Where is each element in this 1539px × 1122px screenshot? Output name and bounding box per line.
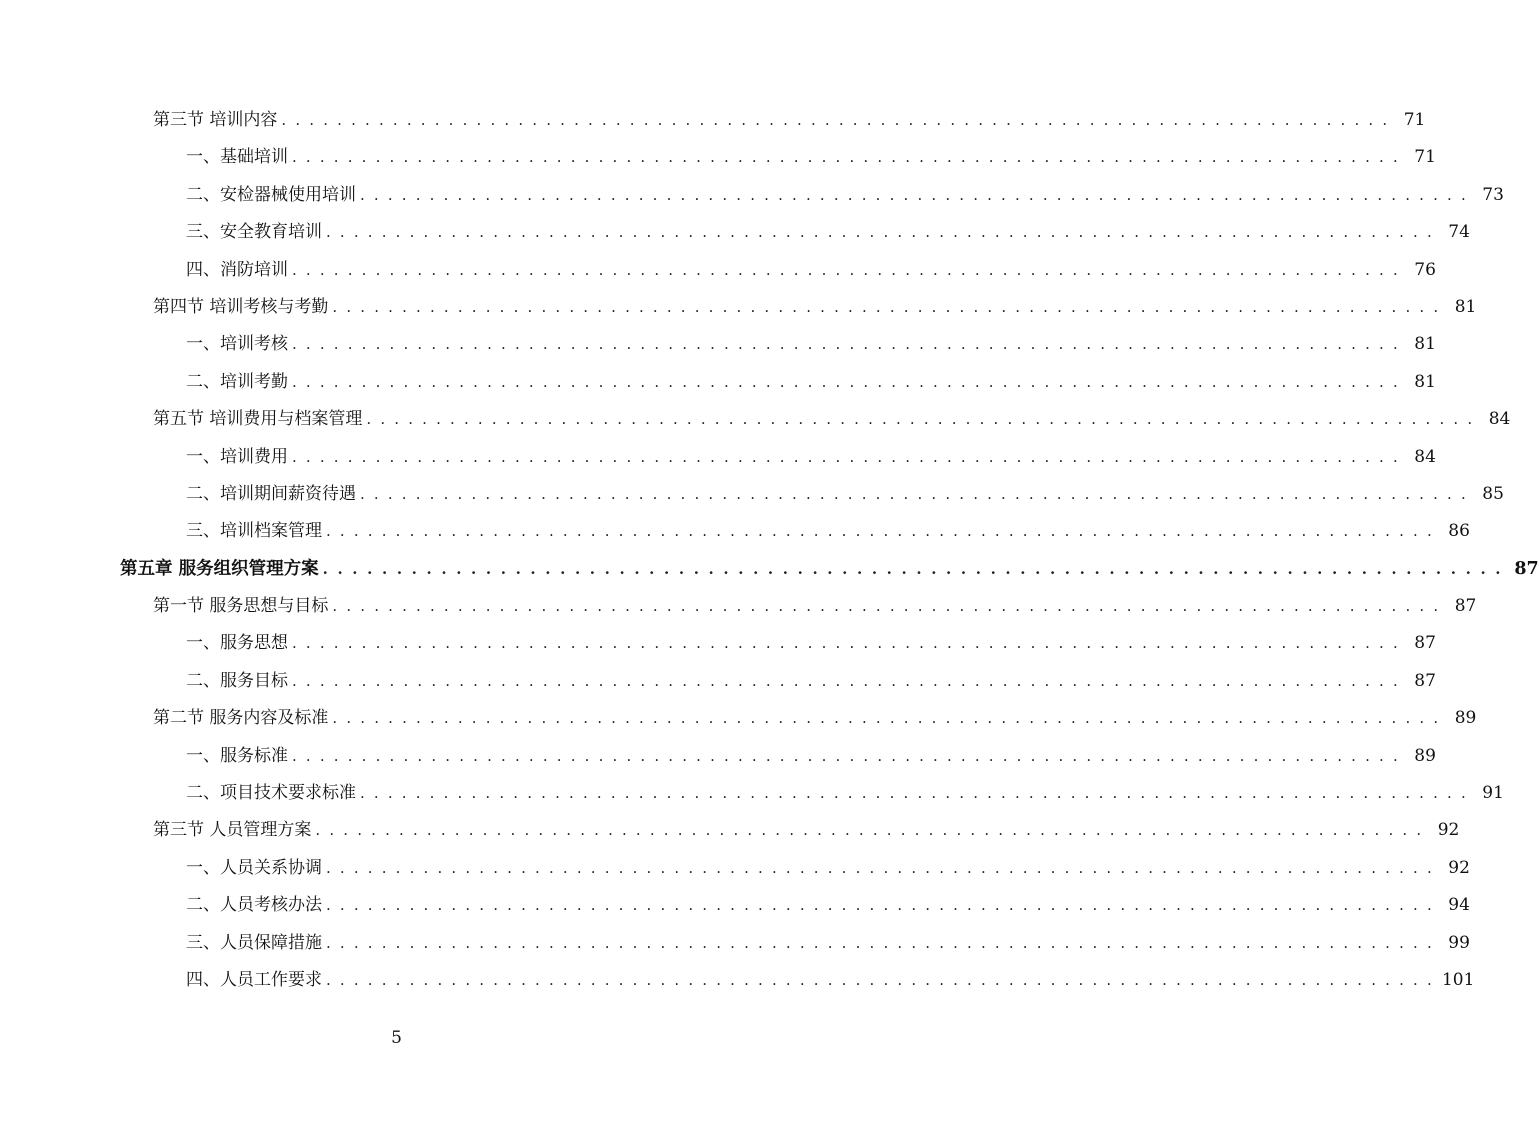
toc-section-entry[interactable] (0, 700, 1477, 737)
toc-dot-leader: . . . . . . . . . . . . . . . . . . . . . . . . . . . . . . . . . . . . . . . . . . . . . . . . . . . . . . . . . . . . . . . . . . . . . . . . . . . . . . . . (360, 185, 1468, 204)
toc-subsection-entry[interactable] (0, 962, 1475, 999)
toc-dot-leader: . . . . . . . . . . . . . . . . . . . . . . . . . . . . . . . . . . . . . . . . . . . . . . . . . . . . . . . . . . . . . . . . . . . . . . . . . . . . . . . . (366, 410, 1475, 429)
toc-chapter-entry[interactable] (0, 551, 1539, 588)
toc-dot-leader: . . . . . . . . . . . . . . . . . . . . . . . . . . . . . . . . . . . . . . . . . . . . . . . . . . . . . . . . . . . . . . . . . . . . . . . . . . . . . . . . (281, 111, 1390, 129)
toc-subsection-entry[interactable] (0, 252, 1436, 289)
toc-dot-leader: . . . . . . . . . . . . . . . . . . . . . . . . . . . . . . . . . . . . . . . . . . . . . . . . . . . . . . . . . . . . . . . . . . . . . . . . . . . . . . . . (292, 746, 1400, 765)
toc-subsection-entry[interactable] (0, 177, 1504, 214)
toc-entry-page: 91 (1482, 783, 1504, 804)
toc-subsection-entry[interactable] (0, 214, 1470, 251)
toc-entry-page: 81 (1414, 371, 1436, 392)
toc-entry-page: 87 (1454, 596, 1477, 617)
toc-entry-label: 二、项目技术要求标准 (186, 783, 356, 804)
toc-entry-page: 81 (1454, 296, 1477, 317)
toc-entry-label: 二、培训期间薪资待遇 (186, 483, 356, 504)
toc-entry-page: 71 (1403, 110, 1426, 130)
toc-entry-page: 84 (1488, 409, 1511, 430)
toc-dot-leader: . . . . . . . . . . . . . . . . . . . . . . . . . . . . . . . . . . . . . . . . . . . . . . . . . . . . . . . . . . . . . . . . . . . . . . . . . . . . . . . . (326, 896, 1434, 915)
toc-entry-page: 92 (1437, 820, 1460, 841)
toc-entry-label: 一、人员关系协调 (186, 857, 322, 878)
toc-section-entry[interactable] (0, 588, 1477, 625)
toc-subsection-entry[interactable] (0, 364, 1436, 401)
toc-subsection-entry[interactable] (0, 663, 1436, 700)
toc-dot-leader: . . . . . . . . . . . . . . . . . . . . . . . . . . . . . . . . . . . . . . . . . . . . . . . . . . . . . . . . . . . . . . . . . . . . . . . . . . . . . . . . (326, 858, 1434, 877)
toc-dot-leader: . . . . . . . . . . . . . . . . . . . . . . . . . . . . . . . . . . . . . . . . . . . . . . . . . . . . . . . . . . . . . . . . . . . . . . . . . . . . . . . . (292, 260, 1400, 279)
toc-entry-page: 92 (1448, 857, 1470, 878)
toc-section-entry[interactable] (0, 401, 1511, 438)
toc-dot-leader: . . . . . . . . . . . . . . . . . . . . . . . . . . . . . . . . . . . . . . . . . . . . . . . . . . . . . . . . . . . . . . . . . . . . . . . . . . . . . . . . (326, 970, 1434, 989)
toc-dot-leader: . . . . . . . . . . . . . . . . . . . . . . . . . . . . . . . . . . . . . . . . . . . . . . . . . . . . . . . . . . . . . . . . . . . . . . . . . . . . . . . . (360, 784, 1468, 803)
toc-entry-label: 三、培训档案管理 (186, 521, 322, 542)
toc-dot-leader: . . . . . . . . . . . . . . . . . . . . . . . . . . . . . . . . . . . . . . . . . . . . . . . . . . . . . . . . . . . . . . . . . . . . . . . . . . . . . . . . (292, 335, 1400, 354)
toc-section-entry[interactable] (0, 289, 1477, 326)
toc-entry-page: 84 (1414, 446, 1436, 467)
toc-entry-label: 第五章 服务组织管理方案 (120, 558, 319, 579)
toc-entry-page: 73 (1482, 184, 1504, 205)
toc-subsection-entry[interactable] (0, 887, 1470, 924)
toc-entry-label: 四、消防培训 (186, 259, 288, 280)
toc-subsection-entry[interactable] (0, 625, 1436, 662)
toc-dot-leader: . . . . . . . . . . . . . . . . . . . . . . . . . . . . . . . . . . . . . . . . . . . . . . . . . . . . . . . . . . . . . . . . . . . . . . . . . . . . . . . . (322, 559, 1503, 578)
toc-dot-leader: . . . . . . . . . . . . . . . . . . . . . . . . . . . . . . . . . . . . . . . . . . . . . . . . . . . . . . . . . . . . . . . . . . . . . . . . . . . . . . . . (315, 821, 1424, 840)
toc-entry-label: 第三节 人员管理方案 (153, 820, 312, 841)
toc-dot-leader: . . . . . . . . . . . . . . . . . . . . . . . . . . . . . . . . . . . . . . . . . . . . . . . . . . . . . . . . . . . . . . . . . . . . . . . . . . . . . . . . (292, 447, 1400, 466)
toc-dot-leader: . . . . . . . . . . . . . . . . . . . . . . . . . . . . . . . . . . . . . . . . . . . . . . . . . . . . . . . . . . . . . . . . . . . . . . . . . . . . . . . . (326, 223, 1434, 242)
toc-entry-label: 第三节 培训内容 (153, 110, 278, 130)
toc-entry-label: 二、培训考勤 (186, 371, 288, 392)
toc-entry-label: 一、基础培训 (186, 147, 288, 168)
toc-entry-label: 三、安全教育培训 (186, 222, 322, 243)
toc-dot-leader: . . . . . . . . . . . . . . . . . . . . . . . . . . . . . . . . . . . . . . . . . . . . . . . . . . . . . . . . . . . . . . . . . . . . . . . . . . . . . . . . (360, 484, 1468, 503)
toc-dot-leader: . . . . . . . . . . . . . . . . . . . . . . . . . . . . . . . . . . . . . . . . . . . . . . . . . . . . . . . . . . . . . . . . . . . . . . . . . . . . . . . . (292, 671, 1400, 690)
toc-dot-leader: . . . . . . . . . . . . . . . . . . . . . . . . . . . . . . . . . . . . . . . . . . . . . . . . . . . . . . . . . . . . . . . . . . . . . . . . . . . . . . . . (332, 709, 1441, 728)
toc-dot-leader: . . . . . . . . . . . . . . . . . . . . . . . . . . . . . . . . . . . . . . . . . . . . . . . . . . . . . . . . . . . . . . . . . . . . . . . . . . . . . . . . (292, 148, 1400, 167)
toc-entry-label: 三、人员保障措施 (186, 932, 322, 953)
toc-entry-label: 二、安检器械使用培训 (186, 184, 356, 205)
toc-entry-label: 一、培训考核 (186, 334, 288, 355)
toc-entry-label: 第五节 培训费用与档案管理 (153, 409, 363, 430)
toc-entry-page: 99 (1448, 932, 1470, 953)
toc-entry-label: 一、服务标准 (186, 745, 288, 766)
toc-entry-label: 第一节 服务思想与目标 (153, 596, 329, 617)
toc-entry-label: 二、人员考核办法 (186, 895, 322, 916)
toc-section-entry[interactable] (0, 102, 1426, 139)
toc-entry-label: 一、培训费用 (186, 446, 288, 467)
table-of-contents (0, 102, 1539, 999)
toc-entry-page: 87 (1514, 558, 1539, 579)
toc-subsection-entry[interactable] (0, 925, 1470, 962)
toc-entry-page: 101 (1441, 969, 1475, 990)
toc-subsection-entry[interactable] (0, 513, 1470, 550)
toc-dot-leader: . . . . . . . . . . . . . . . . . . . . . . . . . . . . . . . . . . . . . . . . . . . . . . . . . . . . . . . . . . . . . . . . . . . . . . . . . . . . . . . . (292, 634, 1400, 653)
toc-subsection-entry[interactable] (0, 738, 1436, 775)
toc-entry-page: 76 (1414, 259, 1436, 280)
toc-subsection-entry[interactable] (0, 775, 1504, 812)
toc-entry-label: 二、服务目标 (186, 670, 288, 691)
toc-entry-page: 71 (1414, 147, 1436, 168)
toc-section-entry[interactable] (0, 812, 1460, 849)
toc-subsection-entry[interactable] (0, 850, 1470, 887)
toc-entry-label: 第二节 服务内容及标准 (153, 708, 329, 729)
toc-subsection-entry[interactable] (0, 439, 1436, 476)
toc-entry-page: 74 (1448, 222, 1470, 243)
toc-entry-page: 86 (1448, 521, 1470, 542)
toc-entry-page: 94 (1448, 895, 1470, 916)
toc-dot-leader: . . . . . . . . . . . . . . . . . . . . . . . . . . . . . . . . . . . . . . . . . . . . . . . . . . . . . . . . . . . . . . . . . . . . . . . . . . . . . . . . (326, 933, 1434, 952)
toc-dot-leader: . . . . . . . . . . . . . . . . . . . . . . . . . . . . . . . . . . . . . . . . . . . . . . . . . . . . . . . . . . . . . . . . . . . . . . . . . . . . . . . . (326, 522, 1434, 541)
page-number: 5 (391, 1028, 402, 1048)
toc-dot-leader: . . . . . . . . . . . . . . . . . . . . . . . . . . . . . . . . . . . . . . . . . . . . . . . . . . . . . . . . . . . . . . . . . . . . . . . . . . . . . . . . (332, 297, 1441, 316)
toc-dot-leader: . . . . . . . . . . . . . . . . . . . . . . . . . . . . . . . . . . . . . . . . . . . . . . . . . . . . . . . . . . . . . . . . . . . . . . . . . . . . . . . . (332, 597, 1441, 616)
toc-subsection-entry[interactable] (0, 326, 1436, 363)
toc-entry-label: 一、服务思想 (186, 633, 288, 654)
toc-dot-leader: . . . . . . . . . . . . . . . . . . . . . . . . . . . . . . . . . . . . . . . . . . . . . . . . . . . . . . . . . . . . . . . . . . . . . . . . . . . . . . . . (292, 372, 1400, 391)
toc-entry-page: 85 (1482, 483, 1504, 504)
toc-subsection-entry[interactable] (0, 139, 1436, 176)
toc-entry-page: 87 (1414, 670, 1436, 691)
toc-entry-page: 87 (1414, 633, 1436, 654)
toc-entry-page: 89 (1414, 745, 1436, 766)
toc-entry-label: 四、人员工作要求 (186, 969, 322, 990)
toc-subsection-entry[interactable] (0, 476, 1504, 513)
toc-entry-page: 89 (1454, 708, 1477, 729)
toc-entry-page: 81 (1414, 334, 1436, 355)
toc-entry-label: 第四节 培训考核与考勤 (153, 296, 329, 317)
